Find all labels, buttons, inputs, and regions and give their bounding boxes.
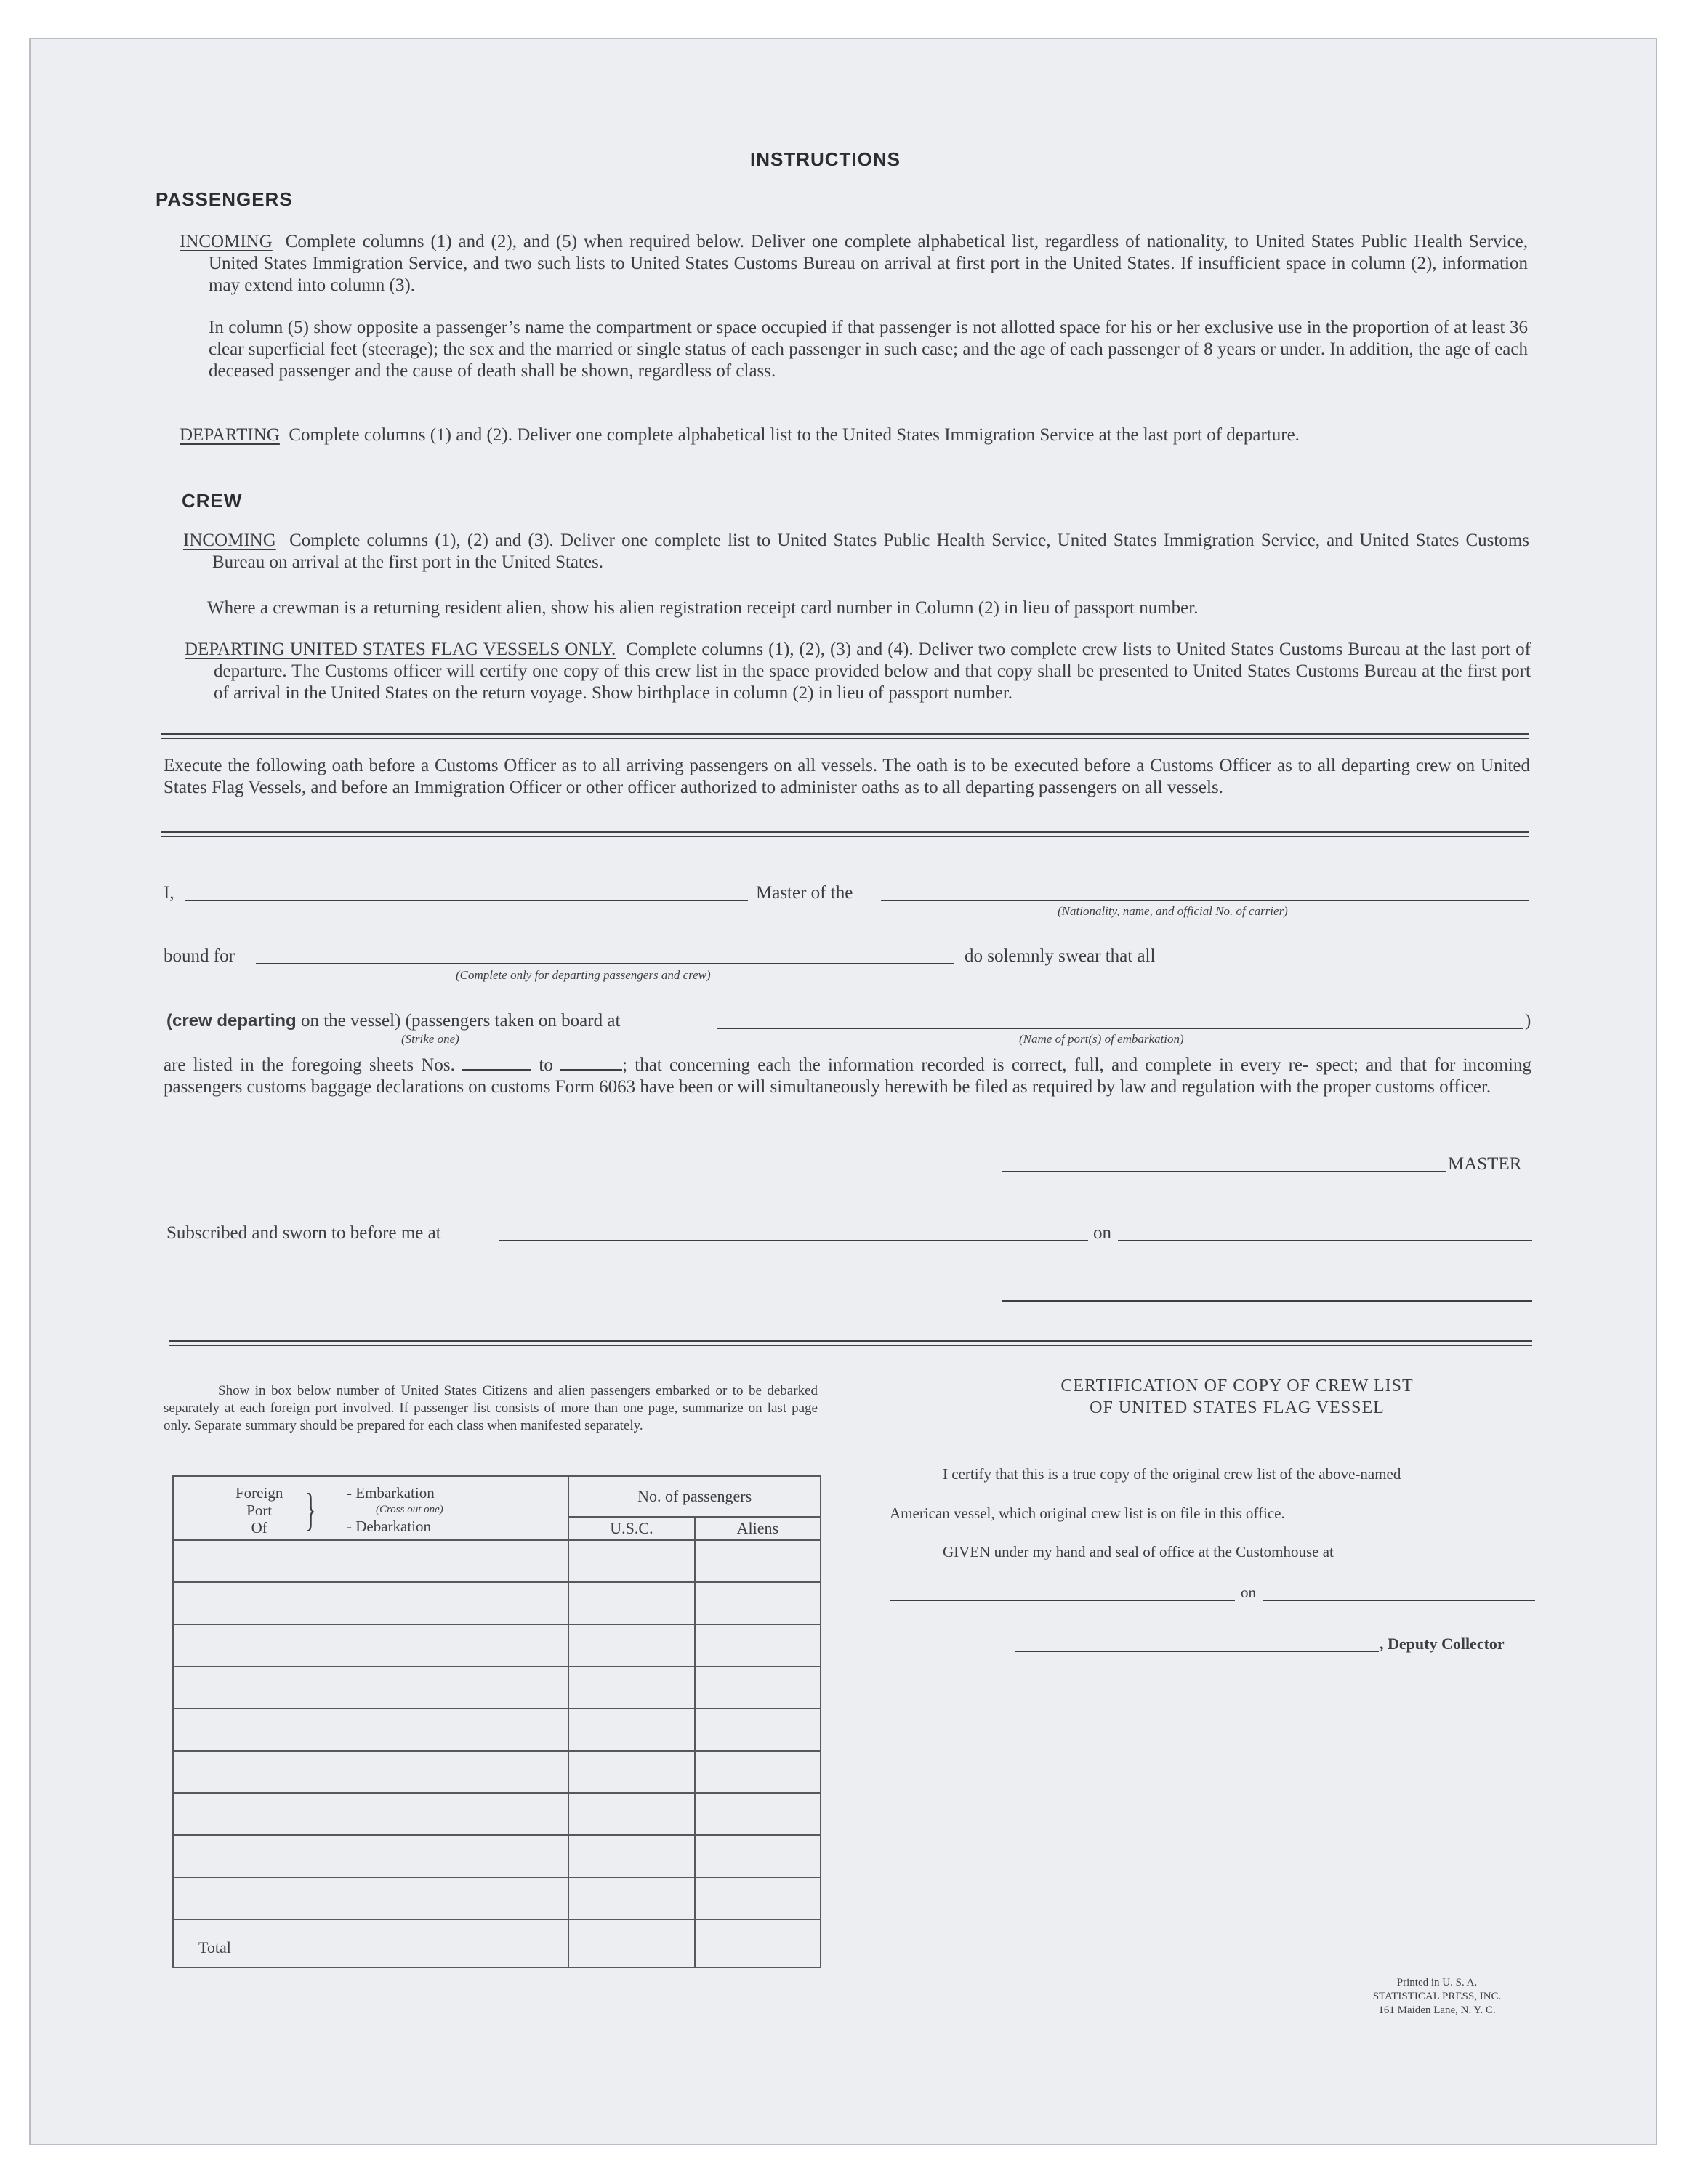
aliens-header: Aliens <box>695 1517 821 1540</box>
listed-to-text: to <box>539 1055 553 1075</box>
listed-text-c: spect; and that for incoming passengers customs baggage declarations on customs Form 6063 have been or will simultaneously herewith be filed as required by law and regulation with the proper customs officer. <box>164 1055 1531 1097</box>
passengers-incoming-label: INCOMING <box>180 232 273 251</box>
column5-paragraph: In column (5) show opposite a passenger’s name the compartment or space occupied if that passenger is not allotted space for his or her exclusive use in the proportion of at least 36 clear superficial feet (steerage); the sex and the married or single status of each passenger in such case; and the age of each passenger of 8 years or under. In addition, the age of each deceased passenger and the cause of death shall be shown, regardless of class. <box>209 318 1528 381</box>
divider-certification <box>169 1340 1532 1346</box>
instructions-title: INSTRUCTIONS <box>750 148 901 170</box>
aliens-cell[interactable] <box>695 1709 821 1751</box>
port-cell[interactable] <box>173 1751 568 1793</box>
embarkation-option[interactable]: - Embarkation <box>347 1484 435 1502</box>
on-vessel-text: on the vessel) <box>300 1011 401 1031</box>
port-cell[interactable] <box>173 1877 568 1919</box>
port-cell[interactable] <box>173 1540 568 1582</box>
crew-departing-label: DEPARTING UNITED STATES FLAG VESSELS ONLY. <box>185 640 616 659</box>
master-name-field[interactable] <box>185 900 748 901</box>
crew-heading: CREW <box>182 490 243 512</box>
sheet-from-field[interactable] <box>462 1055 531 1071</box>
aliens-cell[interactable] <box>695 1582 821 1624</box>
usc-cell[interactable] <box>568 1624 694 1667</box>
aliens-cell[interactable] <box>695 1667 821 1709</box>
master-label: MASTER <box>1448 1154 1522 1174</box>
passengers-departing-label: DEPARTING <box>180 425 280 445</box>
oath-instructions-paragraph: Execute the following oath before a Customs Officer as to all arriving passengers on all vessels. The oath is to be executed before a Customs Officer as to all departing crew on United States Flag Vessels, and before an Immigration Officer or other officer authorized to administer oaths as to all departing passengers on all vessels. <box>164 756 1530 797</box>
port-cell[interactable] <box>173 1624 568 1667</box>
printer-line2: STATISTICAL PRESS, INC. <box>1372 1991 1502 2002</box>
aliens-cell[interactable] <box>695 1751 821 1793</box>
passengers-incoming-text: Complete columns (1) and (2), and (5) when required below. Deliver one complete alphabetical list, regardless of nationality, to United States Public Health Service, United States Immigration Service, and two such lists to United States Customs Bureau on arrival at first port in the United States. If insufficient space in column (2), information may extend into column (3). <box>209 232 1529 295</box>
carrier-caption: (Nationality, name, and official No. of carrier) <box>1058 904 1288 918</box>
bound-caption: (Complete only for departing passengers and crew) <box>456 968 711 982</box>
listed-text-a: are listed in the foregoing sheets Nos. <box>164 1055 455 1075</box>
passengers-heading: PASSENGERS <box>156 188 293 210</box>
passengers-incoming-paragraph <box>180 231 1528 297</box>
crew-departing-option[interactable]: (crew departing <box>166 1011 297 1031</box>
sheet-to-field[interactable] <box>560 1055 622 1071</box>
usc-cell[interactable] <box>568 1540 694 1582</box>
oath-i-label: I, <box>164 883 174 903</box>
usc-cell[interactable] <box>568 1835 694 1877</box>
crew-incoming-paragraph <box>183 530 1529 573</box>
aliens-cell[interactable] <box>695 1877 821 1919</box>
usc-header: U.S.C. <box>568 1517 694 1540</box>
passenger-summary-table <box>172 1475 821 1968</box>
crew-incoming-text: Complete columns (1), (2) and (3). Deliver one complete list to United States Public Health Service, United States Immigration Service, and United States Customs Bureau on arrival at the first port in the United States. <box>212 531 1530 572</box>
crew-departing-paragraph <box>185 639 1531 704</box>
port-label: Port <box>246 1502 273 1519</box>
port-cell[interactable] <box>173 1667 568 1709</box>
swear-text: do solemnly swear that all <box>965 946 1156 966</box>
usc-cell[interactable] <box>568 1877 694 1919</box>
of-label: Of <box>251 1519 267 1536</box>
aliens-total-cell[interactable] <box>695 1919 821 1967</box>
usc-cell[interactable] <box>568 1793 694 1835</box>
usc-cell[interactable] <box>568 1751 694 1793</box>
form-sheet <box>29 38 1657 2145</box>
no-of-passengers-header: No. of passengers <box>568 1476 821 1517</box>
sworn-on-label: on <box>1093 1223 1111 1243</box>
port-cell[interactable] <box>173 1709 568 1751</box>
close-paren: ) <box>1525 1011 1531 1031</box>
crew-passenger-line <box>166 1010 620 1032</box>
given-text: GIVEN under my hand and seal of office at the Customhouse at <box>943 1543 1334 1560</box>
passengers-departing-paragraph <box>180 424 1528 446</box>
total-label-cell: Total <box>173 1919 568 1967</box>
subscribed-label: Subscribed and sworn to before me at <box>166 1223 441 1243</box>
debarkation-option[interactable]: - Debarkation <box>347 1518 432 1535</box>
cross-out-caption: (Cross out one) <box>376 1504 443 1515</box>
certification-title <box>910 1375 1564 1419</box>
officer-signature-field[interactable] <box>1002 1300 1532 1302</box>
foreign-port-of-label <box>235 1484 283 1536</box>
aliens-cell[interactable] <box>695 1835 821 1877</box>
foreign-label: Foreign <box>235 1484 283 1502</box>
master-signature-field[interactable] <box>1002 1171 1446 1172</box>
listed-paragraph <box>164 1055 1531 1098</box>
sworn-place-field[interactable] <box>499 1240 1088 1241</box>
port-cell[interactable] <box>173 1835 568 1877</box>
port-caption: (Name of port(s) of embarkation) <box>1019 1032 1184 1046</box>
divider-oath <box>161 831 1529 837</box>
usc-total-cell[interactable] <box>568 1919 694 1967</box>
summary-note: Show in box below number of United States Citizens and alien passengers embarked or to be debarked separately at each foreign port involved. If passenger list consists of more than one page, summarize on last page only. Separate summary should be prepared for each class when manifested separately. <box>164 1383 818 1433</box>
certify-line2: American vessel, which original crew list is on file in this office. <box>890 1504 1285 1522</box>
brace-symbol: } <box>305 1483 317 1535</box>
printer-imprint <box>1321 1976 1553 2018</box>
usc-cell[interactable] <box>568 1709 694 1751</box>
carrier-field[interactable] <box>881 900 1529 901</box>
listed-text-b: ; that concerning each the information recorded is correct, full, and complete in every re- <box>622 1055 1309 1075</box>
deputy-collector-label: , Deputy Collector <box>1380 1635 1505 1653</box>
crewman-paragraph: Where a crewman is a returning resident alien, show his alien registration receipt card number in Column (2) in lieu of passport number. <box>207 598 1199 618</box>
cert-date-field[interactable] <box>1263 1600 1535 1601</box>
port-cell[interactable] <box>173 1793 568 1835</box>
customhouse-field[interactable] <box>890 1600 1235 1601</box>
passengers-departing-text: Complete columns (1) and (2). Deliver one complete alphabetical list to the United States Immigration Service at the last port of departure. <box>289 425 1300 445</box>
crew-incoming-label: INCOMING <box>183 531 276 550</box>
aliens-cell[interactable] <box>695 1540 821 1582</box>
port-header-cell <box>173 1476 568 1540</box>
certification-title-line1: CERTIFICATION OF COPY OF CREW LIST <box>1060 1377 1414 1395</box>
sworn-date-field[interactable] <box>1118 1240 1532 1241</box>
bound-for-field[interactable] <box>256 963 954 964</box>
usc-cell[interactable] <box>568 1582 694 1624</box>
strike-caption: (Strike one) <box>401 1032 459 1046</box>
crew-departing-text: Complete columns (1), (2), (3) and (4). Deliver two complete crew lists to United States Customs Bureau at the last port of departure. The Customs officer will certify one copy of this crew list in the space provided below and that copy shall be presented to United States Customs Bureau at the first port of arrival in the United States on the return voyage. Show birthplace in column (2) in lieu of passport number. <box>214 640 1531 703</box>
aliens-cell[interactable] <box>695 1793 821 1835</box>
usc-cell[interactable] <box>568 1667 694 1709</box>
cert-on-label: on <box>1241 1584 1256 1601</box>
bound-for-label: bound for <box>164 946 235 966</box>
printer-line1: Printed in U. S. A. <box>1396 1977 1478 1988</box>
aliens-cell[interactable] <box>695 1624 821 1667</box>
certify-line1: I certify that this is a true copy of the original crew list of the above-named <box>943 1465 1401 1483</box>
deputy-signature-field[interactable] <box>1015 1651 1379 1652</box>
passengers-option[interactable]: (passengers taken on board at <box>405 1011 621 1031</box>
port-cell[interactable] <box>173 1582 568 1624</box>
embarkation-port-field[interactable] <box>717 1028 1523 1029</box>
divider-instructions <box>161 733 1529 739</box>
certification-title-line2: OF UNITED STATES FLAG VESSEL <box>1090 1398 1385 1417</box>
printer-line3: 161 Maiden Lane, N. Y. C. <box>1378 2004 1496 2016</box>
master-of-label: Master of the <box>756 883 853 903</box>
